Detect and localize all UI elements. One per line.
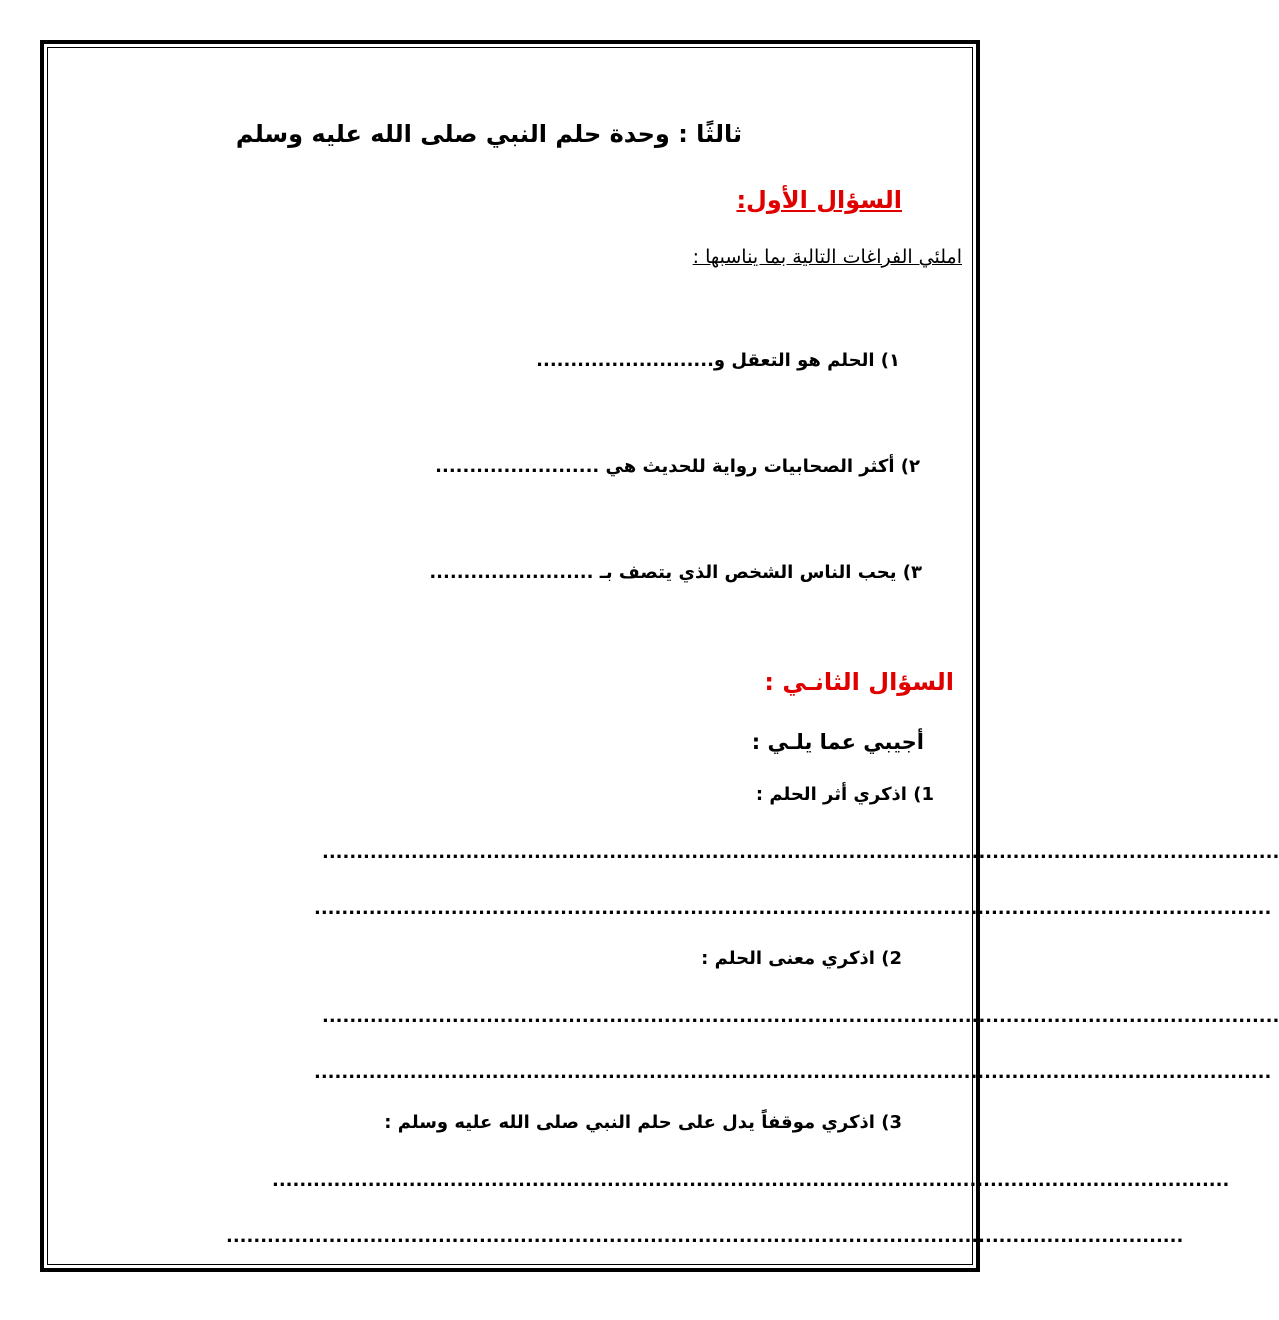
answer-line: ............................................................................................................................................: [226, 1226, 1184, 1247]
sub-question-3: 3) اذكري موقفاً يدل على حلم النبي صلى الله عليه وسلم :: [384, 1112, 902, 1133]
question2-heading: السؤال الثانـي :: [764, 668, 954, 696]
question1-heading: السؤال الأول:: [736, 186, 902, 214]
sub-question-2: 2) اذكري معنى الحلم :: [701, 948, 902, 969]
answer-line: ............................................................................................................................................: [314, 1062, 1272, 1083]
answer-line: ............................................................................................................................................: [322, 842, 1279, 863]
fill-in-item-1: ١) الحلم هو التعقل و..........................: [536, 350, 900, 371]
worksheet-title: ثالثًا : وحدة حلم النبي صلى الله عليه وسلم: [235, 120, 742, 148]
fill-in-item-3: ٣) يحب الناس الشخص الذي يتصف بـ ........................: [429, 562, 922, 583]
fill-in-item-2: ٢) أكثر الصحابيات رواية للحديث هي ........................: [435, 456, 920, 477]
question2-instruction: أجيبي عما يلـي :: [751, 730, 924, 754]
answer-line: ............................................................................................................................................: [314, 898, 1272, 919]
answer-line: ............................................................................................................................................: [322, 1006, 1279, 1027]
question1-instruction: املئي الفراغات التالية بما يناسبها :: [692, 246, 962, 268]
answer-line: ............................................................................................................................................: [272, 1170, 1230, 1191]
sub-question-1: 1) اذكري أثر الحلم :: [755, 784, 934, 805]
